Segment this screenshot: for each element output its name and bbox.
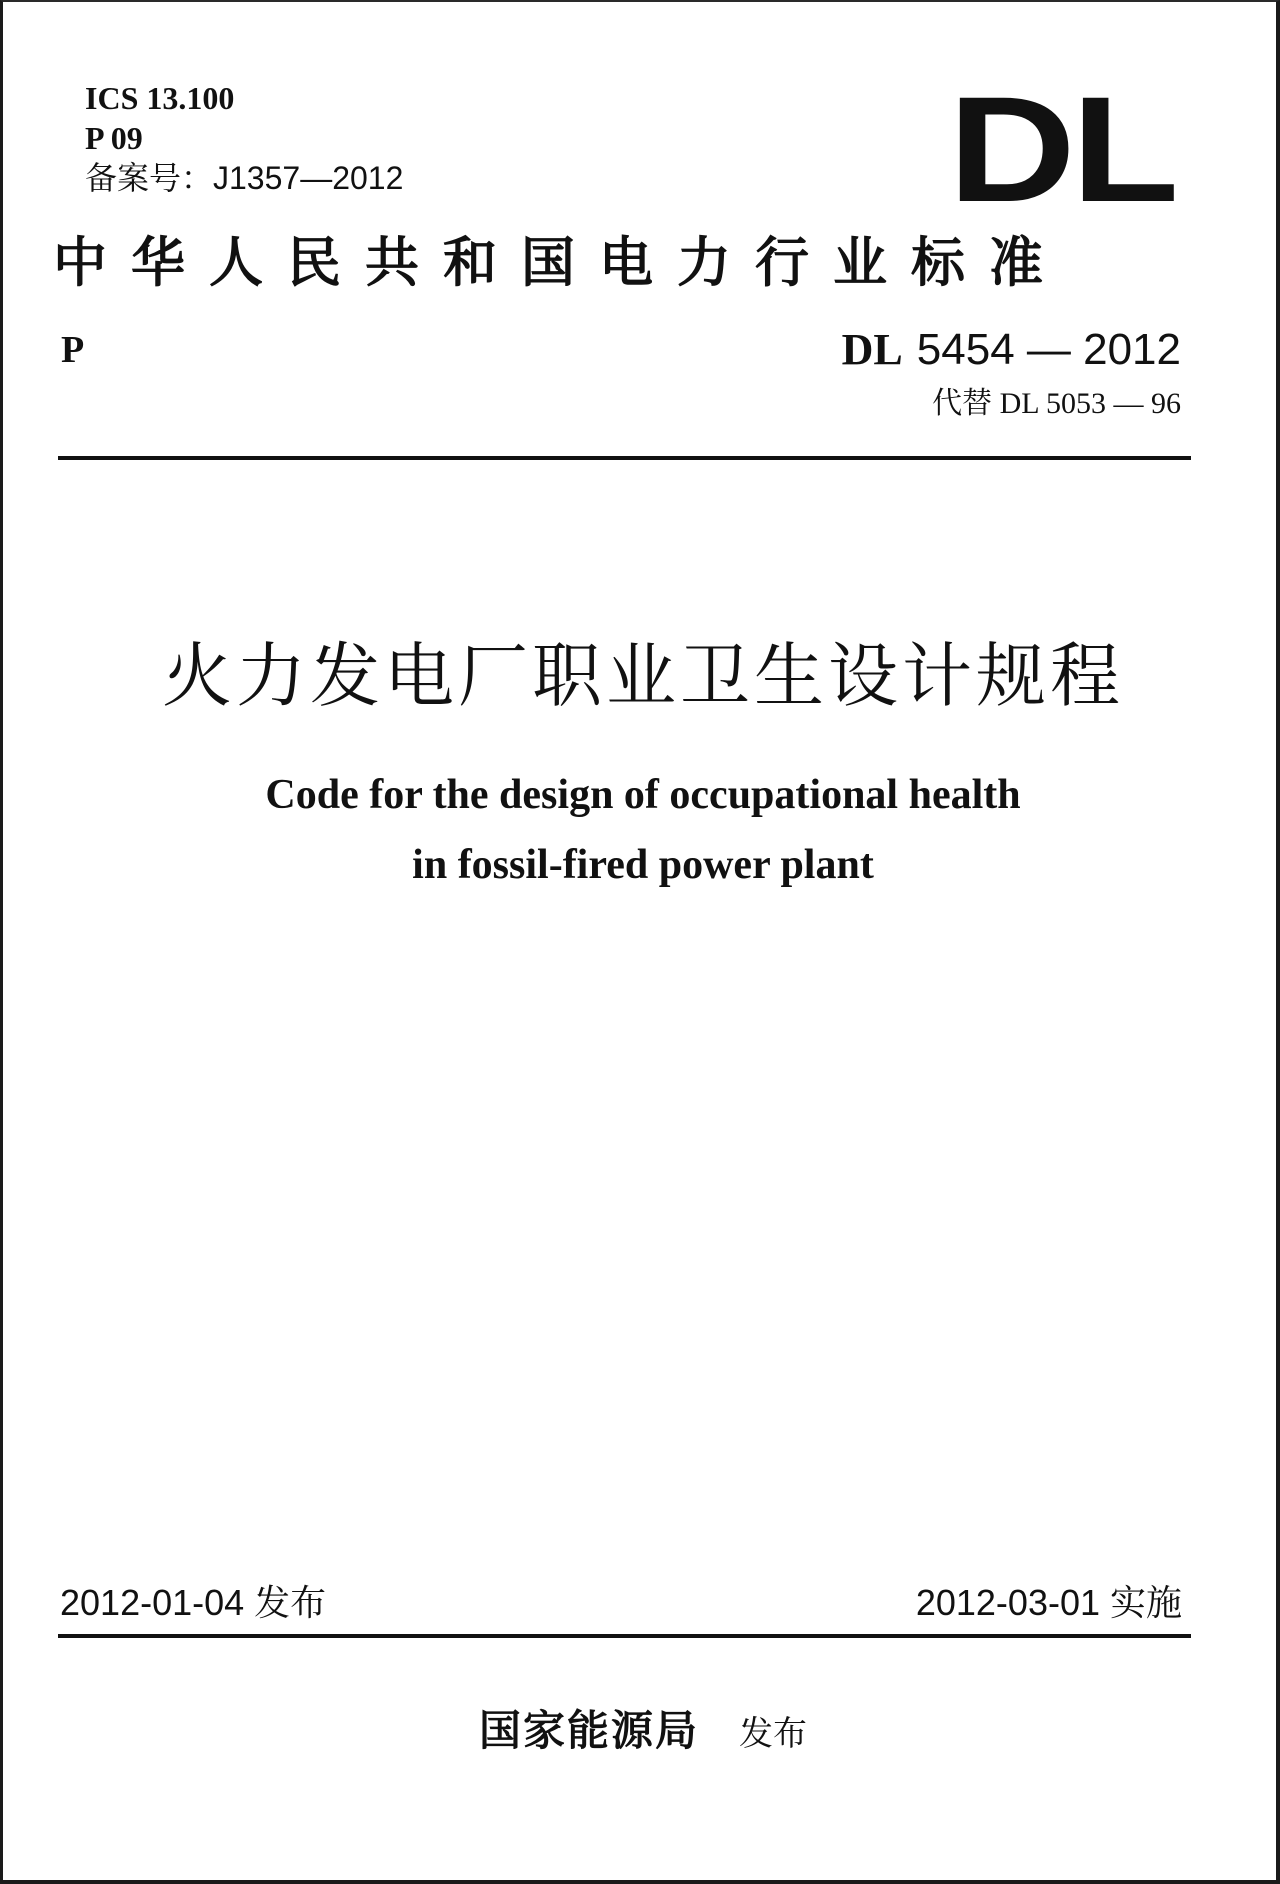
issue-date: 2012-01-04 发布 <box>60 1582 327 1623</box>
standard-code <box>842 324 1181 376</box>
replaces-code: 代替 DL 5053 — 96 <box>932 387 1181 420</box>
publisher-org: 国家能源局 <box>478 1706 699 1755</box>
effective-date: 2012-03-01 实施 <box>915 1582 1182 1623</box>
standard-code-prefix: DL <box>841 325 903 374</box>
publisher-line <box>3 1698 1280 1758</box>
title-english-line-2: in fossil-fired power plant <box>412 842 874 888</box>
top-divider <box>58 456 1191 460</box>
p-letter: P <box>61 329 85 371</box>
record-number: 备案号：J1357—2012 <box>85 160 404 196</box>
bottom-divider <box>58 1634 1191 1638</box>
title-english-line-1: Code for the design of occupational health <box>265 772 1021 818</box>
ics-code: ICS 13.100 <box>85 80 235 116</box>
publisher-action: 发布 <box>739 1714 807 1754</box>
standard-category-title: 中华人民共和国电力行业标准 <box>53 230 1067 294</box>
dl-logo: DL <box>948 65 1175 233</box>
classification-block <box>85 78 403 198</box>
title-chinese: 火力发电厂职业卫生设计规程 <box>162 635 1124 717</box>
p-class-code: P 09 <box>85 120 143 156</box>
title-english <box>3 760 1280 900</box>
standard-code-number: 5454 — 2012 <box>916 325 1181 374</box>
